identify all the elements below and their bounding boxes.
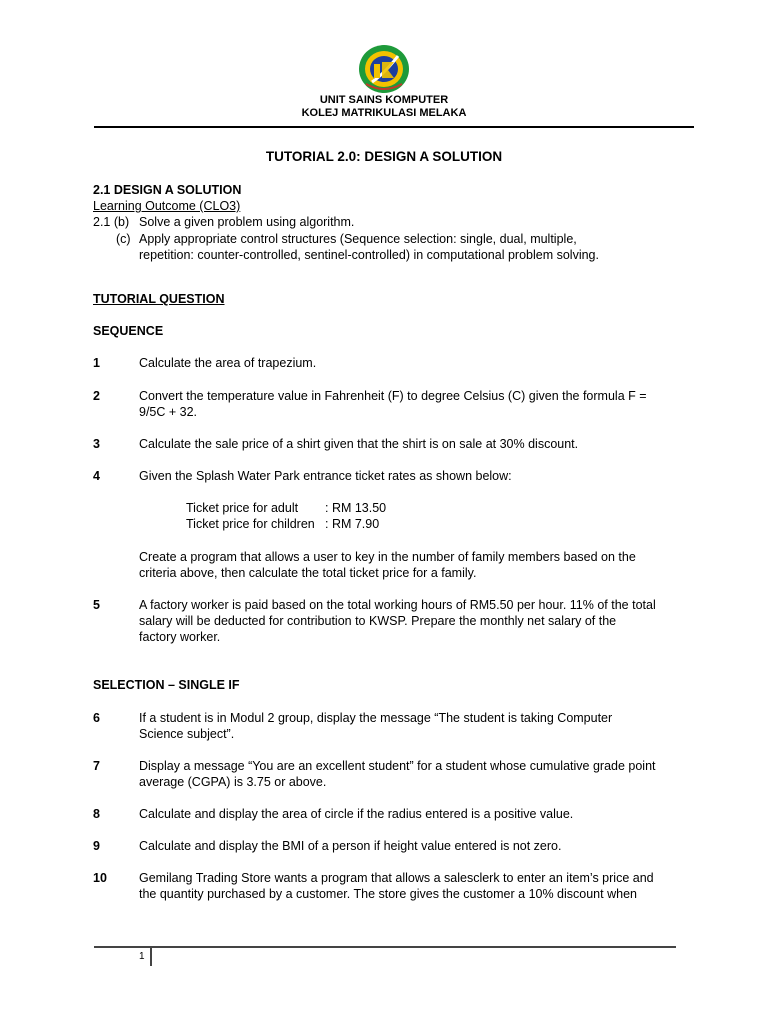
outcome-c-text: Apply appropriate control structures (Sequence selection: single, dual, multiple, — [139, 232, 577, 246]
question-text: Gemilang Trading Store wants a program that allows a salesclerk to enter an item’s price and — [139, 871, 654, 885]
tutorial-heading: TUTORIAL QUESTION — [93, 292, 225, 306]
question-text: Science subject”. — [139, 727, 235, 741]
question-number: 5 — [93, 598, 100, 612]
question-number: 6 — [93, 711, 100, 725]
unit-name: UNIT SAINS KOMPUTER — [319, 94, 449, 106]
question-text: Calculate and display the BMI of a person if height value entered is not zero. — [139, 839, 562, 853]
college-name: KOLEJ MATRIKULASI MELAKA — [301, 107, 467, 119]
question-text: the quantity purchased by a customer. The store gives the customer a 10% discount when — [139, 887, 637, 901]
ticket-adult-price: : RM 13.50 — [325, 501, 387, 515]
outcome-b-label: 2.1 (b) — [93, 215, 130, 229]
learning-outcome: Learning Outcome (CLO3) — [93, 199, 241, 213]
sequence-heading: SEQUENCE — [93, 324, 164, 338]
question-text: Create a program that allows a user to key in the number of family members based on the — [139, 550, 636, 564]
question-text: Calculate and display the area of circle if the radius entered is a positive value. — [139, 807, 574, 821]
ticket-child-label: Ticket price for children — [186, 517, 315, 531]
question-number: 2 — [93, 389, 100, 403]
outcome-c-label: (c) — [116, 232, 131, 246]
footer-page-bar — [150, 948, 152, 966]
page-number: 1 — [139, 951, 145, 962]
question-number: 9 — [93, 839, 100, 853]
outcome-c-text-cont: repetition: counter-controlled, sentinel-controlled) in computational problem solving. — [139, 248, 599, 262]
question-number: 1 — [93, 356, 100, 370]
question-text: criteria above, then calculate the total ticket price for a family. — [139, 566, 477, 580]
question-text: 9/5C + 32. — [139, 405, 198, 419]
question-text: Convert the temperature value in Fahrenheit (F) to degree Celsius (C) given the formula F = — [139, 389, 647, 403]
college-logo-icon — [358, 44, 410, 94]
question-number: 7 — [93, 759, 100, 773]
footer-divider — [94, 946, 676, 948]
ticket-adult-label: Ticket price for adult — [186, 501, 299, 515]
ticket-child-price: : RM 7.90 — [325, 517, 380, 531]
document-title: TUTORIAL 2.0: DESIGN A SOLUTION — [265, 149, 503, 164]
question-text: If a student is in Modul 2 group, display the message “The student is taking Computer — [139, 711, 613, 725]
question-number: 4 — [93, 469, 100, 483]
question-text: average (CGPA) is 3.75 or above. — [139, 775, 327, 789]
question-text: salary will be deducted for contribution to KWSP. Prepare the monthly net salary of the — [139, 614, 617, 628]
question-number: 8 — [93, 807, 100, 821]
question-number: 3 — [93, 437, 100, 451]
selection-heading: SELECTION – SINGLE IF — [93, 678, 240, 692]
question-text: factory worker. — [139, 630, 221, 644]
header-divider — [94, 126, 694, 128]
question-text: Calculate the sale price of a shirt given that the shirt is on sale at 30% discount. — [139, 437, 579, 451]
question-text: A factory worker is paid based on the total working hours of RM5.50 per hour. 11% of the total — [139, 598, 656, 612]
question-text: Given the Splash Water Park entrance ticket rates as shown below: — [139, 469, 512, 483]
outcome-b-text: Solve a given problem using algorithm. — [139, 215, 355, 229]
question-text: Calculate the area of trapezium. — [139, 356, 317, 370]
question-number: 10 — [93, 871, 107, 885]
section-heading: 2.1 DESIGN A SOLUTION — [93, 183, 242, 197]
question-text: Display a message “You are an excellent student” for a student whose cumulative grade point — [139, 759, 656, 773]
